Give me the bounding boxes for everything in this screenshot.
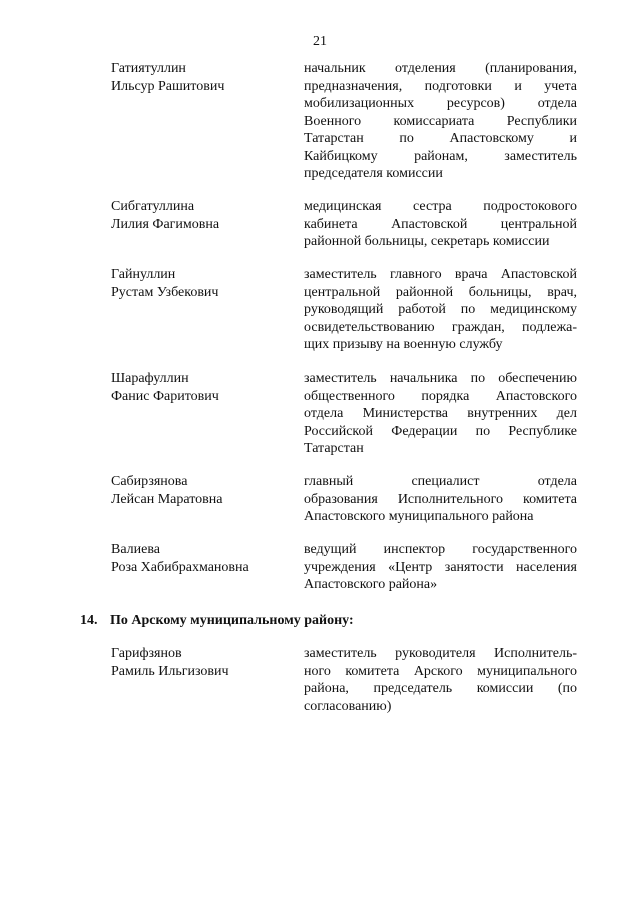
role-line: отдела Министерства внутренних дел bbox=[304, 406, 577, 421]
role-line: районной больницы, секретарь комиссии bbox=[304, 234, 550, 249]
member-given-name: Рамиль Ильгизович bbox=[111, 663, 229, 679]
member-role bbox=[304, 473, 577, 526]
section-heading bbox=[80, 612, 600, 630]
role-line: освидетельствованию граждан, подлежа- bbox=[304, 319, 577, 335]
role-line: главный специалист отдела bbox=[304, 474, 577, 489]
member-name bbox=[111, 60, 296, 95]
role-line: ного комитета Арского муниципального bbox=[304, 663, 577, 679]
section-title: По Арскому муниципальному району: bbox=[110, 613, 354, 628]
member-surname: Сабирзянова bbox=[111, 474, 188, 489]
role-line: учреждения «Центр занятости населения bbox=[304, 559, 577, 575]
role-line: медицинская сестра подростокового bbox=[304, 199, 577, 214]
member-role bbox=[304, 198, 577, 251]
role-line: общественного порядка Апастовского bbox=[304, 388, 577, 404]
role-line: Кайбицкому районам, заместитель bbox=[304, 148, 577, 164]
member-surname: Шарафуллин bbox=[111, 371, 189, 386]
role-line: мобилизационных ресурсов) отдела bbox=[304, 96, 577, 111]
member-role bbox=[304, 266, 577, 354]
member-given-name: Роза Хабибрахмановна bbox=[111, 559, 249, 575]
role-line: образования Исполнительного комитета bbox=[304, 491, 577, 507]
member-given-name: Ильсур Рашитович bbox=[111, 78, 225, 94]
member-given-name: Лейсан Маратовна bbox=[111, 491, 223, 507]
role-line: кабинета Апастовской центральной bbox=[304, 216, 577, 232]
member-role bbox=[304, 370, 577, 458]
member-surname: Сибгатуллина bbox=[111, 199, 195, 214]
member-name bbox=[111, 266, 296, 301]
member-surname: Гатиятуллин bbox=[111, 61, 186, 76]
role-line: ведущий инспектор государственного bbox=[304, 542, 577, 557]
member-name bbox=[111, 473, 296, 508]
member-name bbox=[111, 198, 296, 233]
member-surname: Гайнуллин bbox=[111, 267, 176, 282]
section-number: 14. bbox=[80, 613, 98, 628]
member-given-name: Фанис Фаритович bbox=[111, 388, 219, 404]
member-given-name: Лилия Фагимовна bbox=[111, 216, 220, 232]
role-line: Военного комиссариата Республики bbox=[304, 113, 577, 129]
role-line: заместитель начальника по обеспечению bbox=[304, 371, 577, 386]
role-line: заместитель руководителя Исполнитель- bbox=[304, 646, 577, 661]
role-line: руководящий работой по медицинскому bbox=[304, 302, 577, 317]
role-line: Татарстан bbox=[304, 441, 364, 456]
role-line: Апастовского муниципального района bbox=[304, 509, 534, 524]
role-line: щих призыву на военную службу bbox=[304, 337, 503, 352]
member-given-name: Рустам Узбекович bbox=[111, 284, 219, 300]
role-line: Апастовского района» bbox=[304, 577, 438, 592]
role-line: заместитель главного врача Апастовской bbox=[304, 267, 577, 282]
member-role bbox=[304, 645, 577, 715]
member-role bbox=[304, 541, 577, 594]
member-surname: Гарифзянов bbox=[111, 646, 182, 661]
role-line: района, председатель комиссии (по bbox=[304, 681, 577, 696]
member-name bbox=[111, 370, 296, 405]
member-name bbox=[111, 541, 296, 576]
role-line: предназначения, подготовки и учета bbox=[304, 78, 577, 94]
role-line: центральной районной больницы, врач, bbox=[304, 284, 577, 300]
role-line: начальник отделения (планирования, bbox=[304, 61, 577, 76]
role-line: согласованию) bbox=[304, 698, 392, 714]
member-surname: Валиева bbox=[111, 542, 161, 557]
member-role bbox=[304, 60, 577, 183]
member-name bbox=[111, 645, 296, 680]
role-line: Российской Федерации по Республике bbox=[304, 423, 577, 439]
role-line: Татарстан по Апастовскому и bbox=[304, 131, 577, 146]
role-line: председателя комиссии bbox=[304, 166, 443, 181]
page-number: 21 bbox=[313, 34, 327, 49]
